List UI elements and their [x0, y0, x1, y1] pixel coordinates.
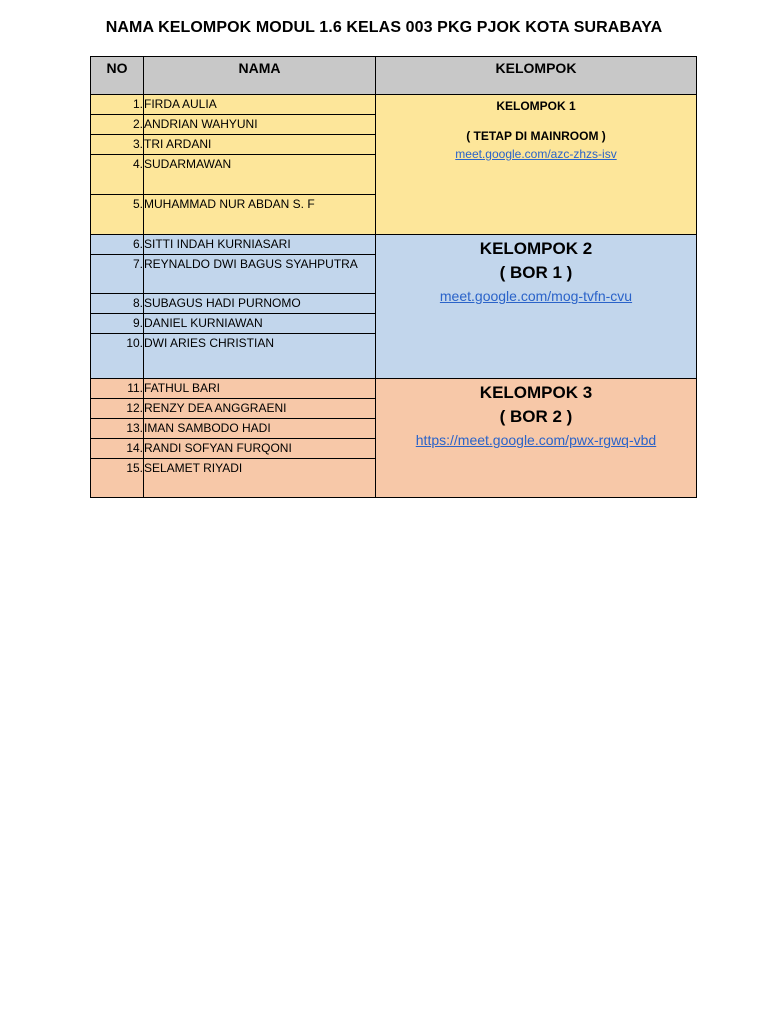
- header-nama: NAMA: [144, 57, 376, 95]
- row-number: 2.: [91, 115, 144, 135]
- member-name: SELAMET RIYADI: [144, 459, 376, 498]
- group-2-meet-link[interactable]: meet.google.com/mog-tvfn-cvu: [439, 288, 633, 304]
- member-name: SITTI INDAH KURNIASARI: [144, 235, 376, 255]
- row-number: 15.: [91, 459, 144, 498]
- row-number: 6.: [91, 235, 144, 255]
- group-1-title: KELOMPOK 1: [496, 99, 576, 113]
- member-name: SUBAGUS HADI PURNOMO: [144, 294, 376, 314]
- group-2-title: KELOMPOK 2: [479, 239, 593, 258]
- member-name: TRI ARDANI: [144, 135, 376, 155]
- row-number: 14.: [91, 439, 144, 459]
- member-name: RANDI SOFYAN FURQONI: [144, 439, 376, 459]
- row-number: 9.: [91, 314, 144, 334]
- member-name: DANIEL KURNIAWAN: [144, 314, 376, 334]
- member-name: FIRDA AULIA: [144, 95, 376, 115]
- group-1-cell: [376, 95, 697, 235]
- group-3-title: KELOMPOK 3: [479, 383, 593, 402]
- group-3-room: ( BOR 2 ): [499, 407, 573, 426]
- member-name: DWI ARIES CHRISTIAN: [144, 334, 376, 379]
- row-number: 3.: [91, 135, 144, 155]
- member-name: ANDRIAN WAHYUNI: [144, 115, 376, 135]
- row-number: 10.: [91, 334, 144, 379]
- member-name: REYNALDO DWI BAGUS SYAHPUTRA: [144, 255, 376, 294]
- row-number: 1.: [91, 95, 144, 115]
- row-number: 4.: [91, 155, 144, 195]
- row-number: 11.: [91, 379, 144, 399]
- row-number: 12.: [91, 399, 144, 419]
- member-name: RENZY DEA ANGGRAENI: [144, 399, 376, 419]
- page-title: NAMA KELOMPOK MODUL 1.6 KELAS 003 PKG PJOK KOTA SURABAYA: [105, 19, 663, 36]
- group-3-meet-link[interactable]: https://meet.google.com/pwx-rgwq-vbd: [415, 432, 657, 448]
- table-row: [91, 379, 697, 399]
- header-row: [91, 57, 697, 95]
- row-number: 13.: [91, 419, 144, 439]
- header-no: NO: [91, 57, 144, 95]
- member-name: SUDARMAWAN: [144, 155, 376, 195]
- table-row: [91, 235, 697, 255]
- member-name: FATHUL BARI: [144, 379, 376, 399]
- group-1-meet-link[interactable]: meet.google.com/azc-zhzs-isv: [455, 147, 617, 161]
- group-2-room: ( BOR 1 ): [499, 263, 573, 282]
- group-2-cell: [376, 235, 697, 379]
- group-table: [90, 56, 697, 498]
- row-number: 7.: [91, 255, 144, 294]
- group-1-room: ( TETAP DI MAINROOM ): [466, 129, 606, 143]
- member-name: MUHAMMAD NUR ABDAN S. F: [144, 195, 376, 235]
- row-number: 8.: [91, 294, 144, 314]
- group-3-cell: [376, 379, 697, 498]
- table-row: [91, 95, 697, 115]
- header-kelompok: KELOMPOK: [376, 57, 697, 95]
- member-name: IMAN SAMBODO HADI: [144, 419, 376, 439]
- row-number: 5.: [91, 195, 144, 235]
